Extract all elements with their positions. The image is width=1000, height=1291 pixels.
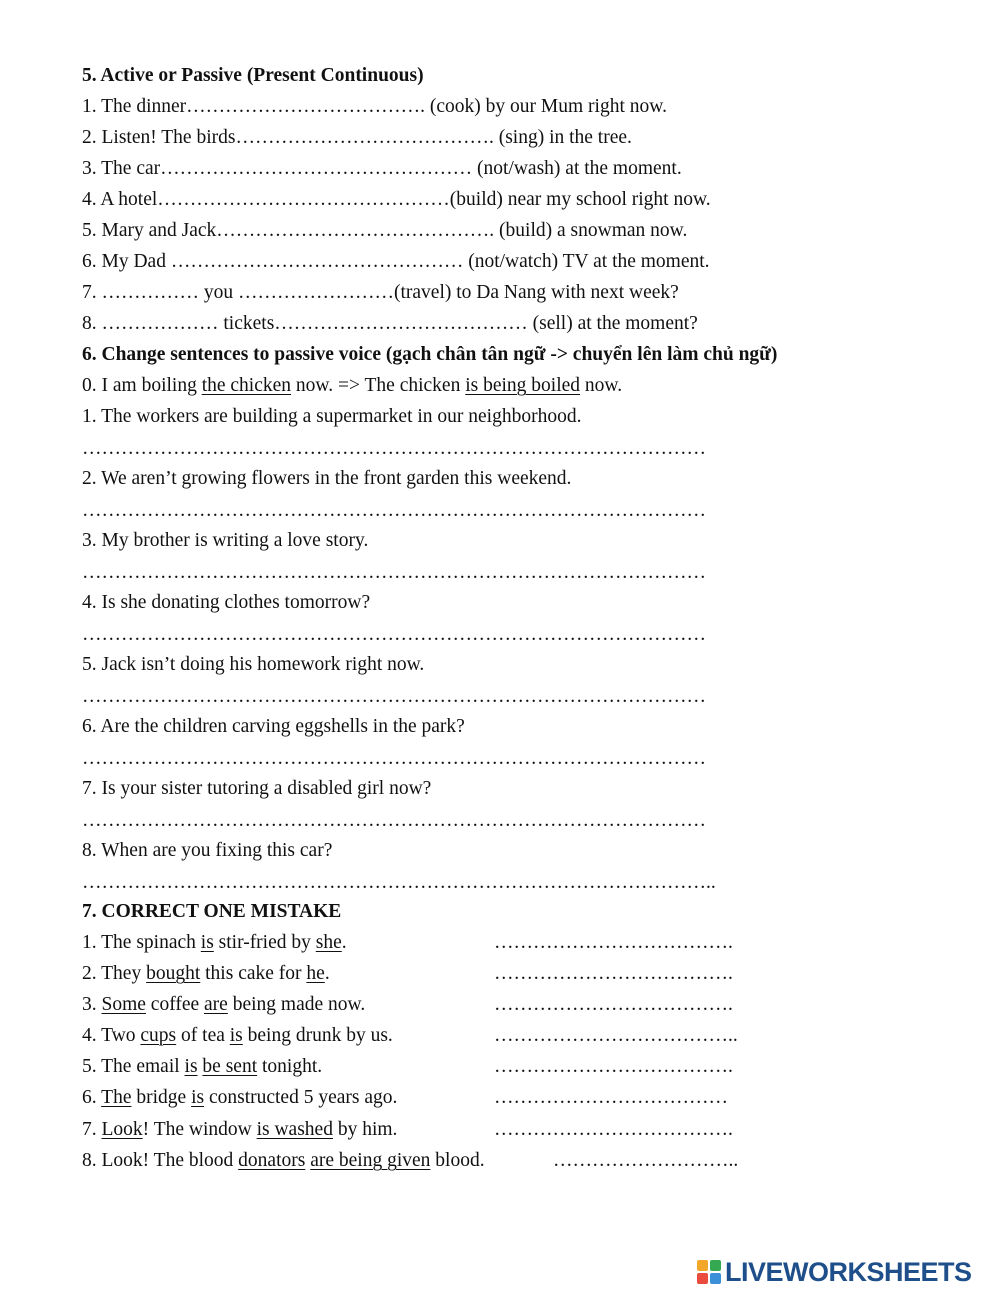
sentence-text: this cake for <box>200 963 307 984</box>
logo-grid-icon <box>697 1260 721 1284</box>
s6-answer-line-6[interactable]: …………………………………………………………………………………… <box>82 748 706 769</box>
example-object: the chicken <box>201 375 292 396</box>
s5-item-7: 7. …………… you ……………………(travel) to Da Nang with next week? <box>82 282 679 303</box>
underlined-option[interactable]: be sent <box>202 1056 258 1077</box>
sentence-text: by him. <box>332 1119 398 1140</box>
underlined-option[interactable]: donators <box>238 1150 306 1171</box>
sentence-text: coffee <box>145 994 205 1015</box>
sentence-text: tonight. <box>257 1056 323 1077</box>
sentence-text: blood. <box>430 1150 485 1171</box>
s6-item-1: 1. The workers are building a supermarket in our neighborhood. <box>82 406 582 427</box>
sentence-text: 1. The spinach <box>82 932 201 953</box>
sentence-text: 3. <box>82 994 102 1015</box>
sentence-text: constructed 5 years ago. <box>204 1087 398 1108</box>
s6-answer-line-5[interactable]: …………………………………………………………………………………… <box>82 686 706 707</box>
s7-item-2 <box>82 962 330 986</box>
underlined-option[interactable]: is <box>191 1087 205 1108</box>
s6-answer-line-7[interactable]: …………………………………………………………………………………… <box>82 810 706 831</box>
s5-item-8: 8. ……………… tickets………………………………… (sell) at the moment? <box>82 313 698 334</box>
sentence-text: 2. They <box>82 963 147 984</box>
s6-item-5: 5. Jack isn’t doing his homework right now. <box>82 654 425 675</box>
s7-answer-blank-2[interactable]: ………………………………. <box>494 963 733 984</box>
example-text: now. <box>580 375 623 396</box>
sentence-text: of tea <box>176 1025 230 1046</box>
underlined-option[interactable]: Look <box>101 1119 143 1140</box>
underlined-option[interactable]: Some <box>101 994 146 1015</box>
s5-item-2: 2. Listen! The birds…………………………………. (sing) in the tree. <box>82 127 632 148</box>
sentence-text: . <box>324 963 330 984</box>
example-text: now. => The chicken <box>291 375 466 396</box>
sentence-text: . <box>341 932 347 953</box>
s6-answer-line-3[interactable]: …………………………………………………………………………………… <box>82 562 706 583</box>
section-5-title: 5. Active or Passive (Present Continuous) <box>82 65 424 86</box>
s7-answer-blank-6[interactable]: ……………………………… <box>494 1087 728 1108</box>
underlined-option[interactable]: are being given <box>310 1150 431 1171</box>
s6-item-8: 8. When are you fixing this car? <box>82 840 333 861</box>
s6-answer-line-8[interactable]: …………………………………………………………………………………….. <box>82 872 716 893</box>
underlined-option[interactable]: bought <box>146 963 201 984</box>
s5-item-6: 6. My Dad ……………………………………… (not/watch) TV at the moment. <box>82 251 710 272</box>
s7-item-7 <box>82 1118 397 1142</box>
underlined-option[interactable]: he <box>306 963 325 984</box>
s7-item-4 <box>82 1024 393 1048</box>
s5-item-4: 4. A hotel………………………………………(build) near my school right now. <box>82 189 711 210</box>
sentence-text: stir-fried by <box>213 932 316 953</box>
s7-answer-blank-1[interactable]: ………………………………. <box>494 932 733 953</box>
s7-item-8 <box>82 1149 485 1173</box>
underlined-option[interactable]: she <box>315 932 342 953</box>
underlined-option[interactable]: is washed <box>256 1119 333 1140</box>
s7-item-6 <box>82 1086 397 1110</box>
s7-item-1 <box>82 931 347 955</box>
s6-item-3: 3. My brother is writing a love story. <box>82 530 369 551</box>
section-7-title: 7. CORRECT ONE MISTAKE <box>82 901 342 922</box>
underlined-option[interactable]: is <box>200 932 214 953</box>
s5-item-3: 3. The car………………………………………… (not/wash) at the moment. <box>82 158 682 179</box>
s6-item-4: 4. Is she donating clothes tomorrow? <box>82 592 371 613</box>
sentence-text: ! The window <box>142 1119 257 1140</box>
s7-answer-blank-4[interactable]: ……………………………….. <box>494 1025 738 1046</box>
s7-item-5 <box>82 1055 322 1079</box>
sentence-text: being made now. <box>227 994 366 1015</box>
s5-item-1: 1. The dinner………………………………. (cook) by our Mum right now. <box>82 96 667 117</box>
underlined-option[interactable]: The <box>101 1087 132 1108</box>
example-passive-verb: is being boiled <box>465 375 581 396</box>
s6-answer-line-1[interactable]: …………………………………………………………………………………… <box>82 438 706 459</box>
s6-answer-line-2[interactable]: …………………………………………………………………………………… <box>82 500 706 521</box>
s6-answer-line-4[interactable]: …………………………………………………………………………………… <box>82 624 706 645</box>
sentence-text: 8. Look! The blood <box>82 1150 239 1171</box>
underlined-option[interactable]: cups <box>140 1025 177 1046</box>
underlined-option[interactable]: are <box>204 994 228 1015</box>
example-text: 0. I am boiling <box>82 375 202 396</box>
s6-item-2: 2. We aren’t growing flowers in the front garden this weekend. <box>82 468 572 489</box>
underlined-option[interactable]: is <box>229 1025 243 1046</box>
sentence-text: bridge <box>131 1087 192 1108</box>
logo-text: LIVEWORKSHEETS <box>725 1256 972 1287</box>
sentence-text: 7. <box>82 1119 102 1140</box>
s7-answer-blank-5[interactable]: ………………………………. <box>494 1056 733 1077</box>
s7-answer-blank-3[interactable]: ………………………………. <box>494 994 733 1015</box>
s5-item-5: 5. Mary and Jack……………………………………. (build) a snowman now. <box>82 220 688 241</box>
s6-item-7: 7. Is your sister tutoring a disabled girl now? <box>82 778 432 799</box>
sentence-text: being drunk by us. <box>242 1025 393 1046</box>
section-6-title: 6. Change sentences to passive voice (gạch chân tân ngữ -> chuyển lên làm chủ ngữ) <box>82 344 778 365</box>
s6-example <box>82 374 622 398</box>
sentence-text: 5. The email <box>82 1056 185 1077</box>
underlined-option[interactable]: is <box>184 1056 198 1077</box>
s7-item-3 <box>82 993 365 1017</box>
sentence-text: 6. <box>82 1087 102 1108</box>
sentence-text: 4. Two <box>82 1025 141 1046</box>
s7-answer-blank-8[interactable]: ……………………….. <box>553 1150 739 1171</box>
s7-answer-blank-7[interactable]: ………………………………. <box>494 1119 733 1140</box>
liveworksheets-logo <box>697 1254 997 1290</box>
s6-item-6: 6. Are the children carving eggshells in the park? <box>82 716 465 737</box>
